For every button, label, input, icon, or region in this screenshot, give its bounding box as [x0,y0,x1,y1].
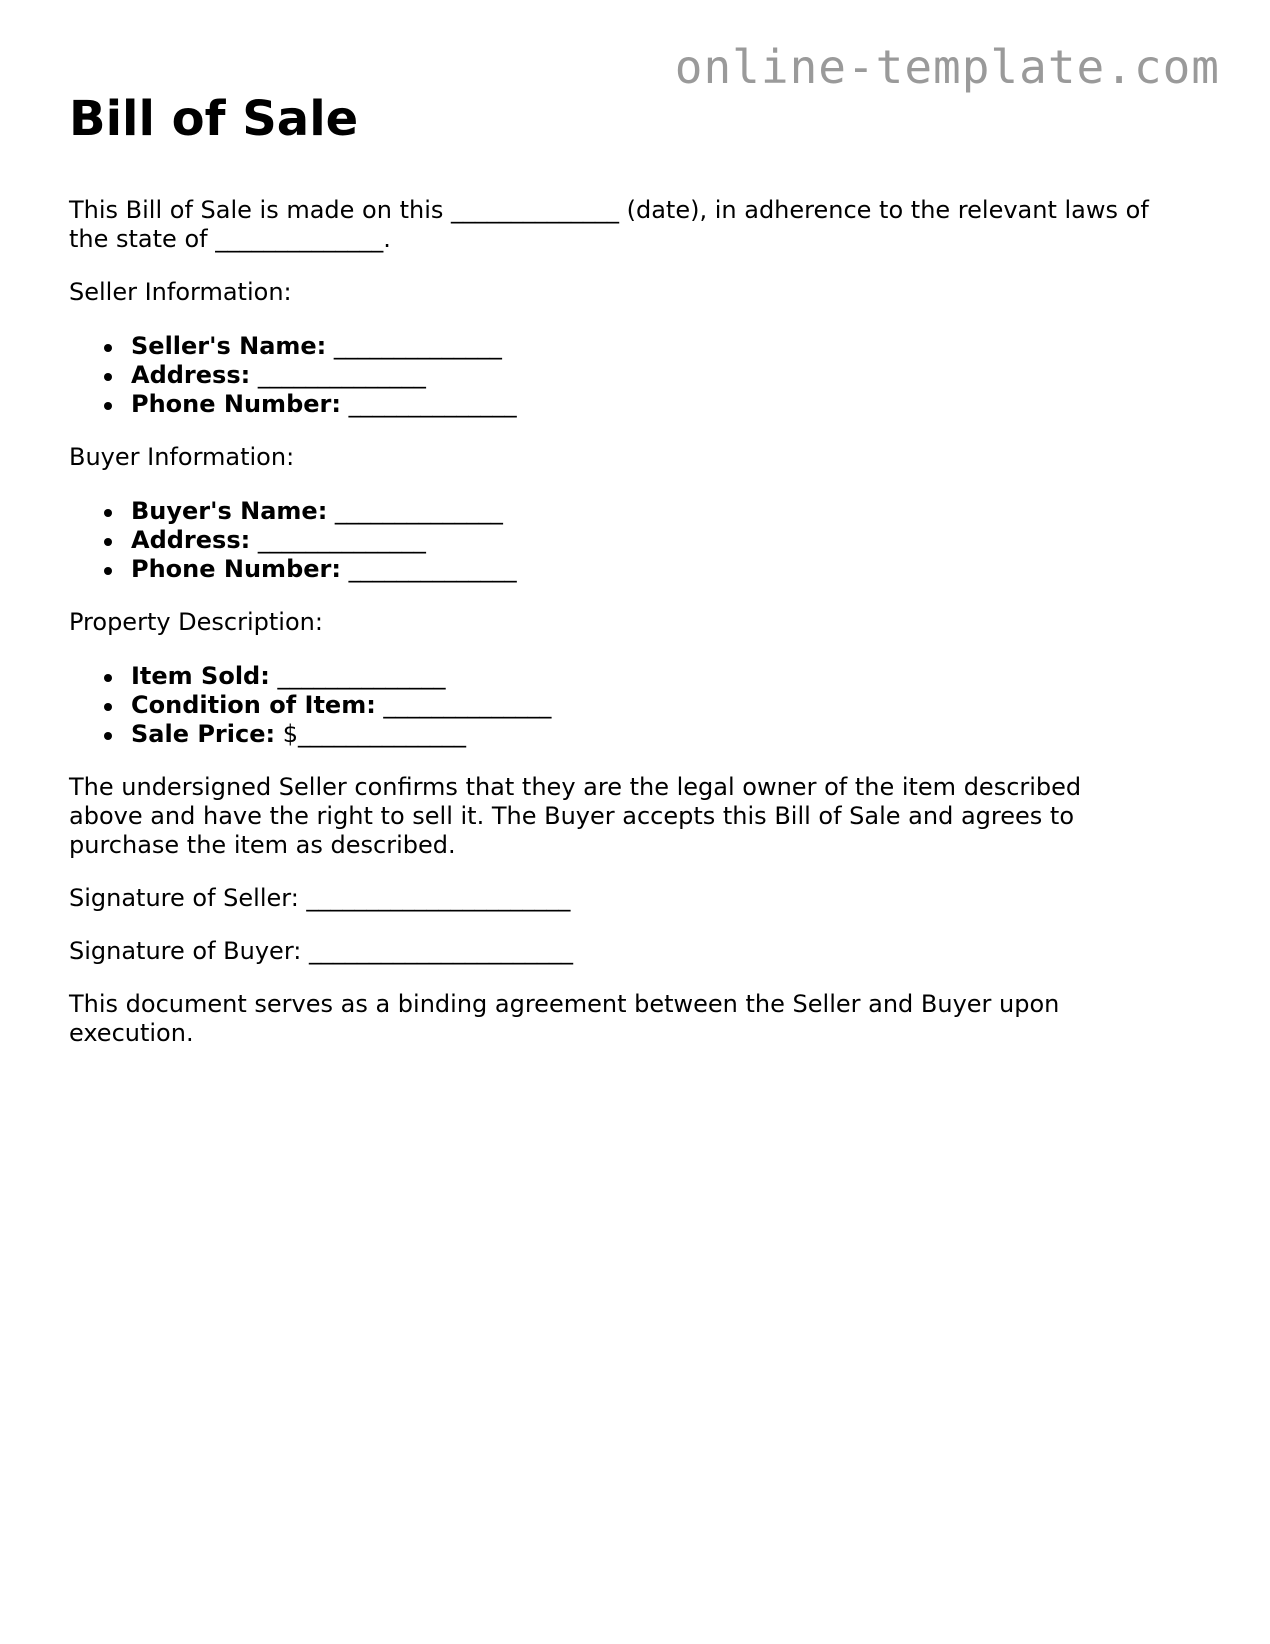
closing-line-1: This document serves as a binding agreement between the Seller and Buyer upon [69,990,1060,1018]
field-label: Buyer's Name: [131,497,328,525]
bullet-icon [104,674,112,682]
closing-paragraph [69,990,1209,1048]
confirmation-line-2: above and have the right to sell it. The Buyer accepts this Bill of Sale and agrees to [69,802,1074,830]
list-item [131,526,1209,555]
field-blank: ______________ [269,662,446,690]
list-item [131,332,1209,361]
list-item [131,691,1209,720]
field-blank: ______________ [326,332,502,360]
field-blank: ______________ [340,390,517,418]
bullet-icon [104,509,112,517]
bullet-icon [104,373,112,381]
bullet-icon [104,732,112,740]
document-title: Bill of Sale [69,91,359,147]
buyer-info-list [69,497,1209,584]
field-label: Seller's Name: [131,332,327,360]
bullet-icon [104,567,112,575]
field-label: Address: [131,526,251,554]
field-label: Phone Number: [131,555,341,583]
watermark: online-template.com [674,40,1220,94]
list-item [131,662,1209,691]
buyer-signature-line: Signature of Buyer: ______________________ [69,937,573,965]
list-item [131,720,1209,749]
confirmation-line-1: The undersigned Seller confirms that they are the legal owner of the item described [69,773,1082,801]
field-blank: ______________ [340,555,517,583]
list-item [131,497,1209,526]
field-label: Item Sold: [131,662,270,690]
intro-line-1: This Bill of Sale is made on this ______________ (date), in adherence to the relevant laws of [69,196,1149,224]
document-body [69,86,1209,1048]
list-item [131,361,1209,390]
bullet-icon [104,538,112,546]
confirmation-paragraph [69,773,1209,860]
buyer-section-heading: Buyer Information: [69,443,295,471]
seller-info-list [69,332,1209,419]
bullet-icon [104,344,112,352]
field-blank: ______________ [375,691,552,719]
list-item [131,390,1209,419]
property-info-list [69,662,1209,749]
intro-paragraph [69,196,1209,254]
seller-signature-line: Signature of Seller: ______________________ [69,884,571,912]
list-item [131,555,1209,584]
field-label: Sale Price: [131,720,276,748]
field-blank: ______________ [327,497,503,525]
confirmation-line-3: purchase the item as described. [69,831,456,859]
field-label: Address: [131,361,251,389]
field-blank: ______________ [250,361,426,389]
bullet-icon [104,402,112,410]
property-section-heading: Property Description: [69,608,323,636]
field-label: Phone Number: [131,390,341,418]
field-blank: ______________ [250,526,426,554]
bullet-icon [104,703,112,711]
field-blank: $______________ [275,720,466,748]
seller-section-heading: Seller Information: [69,278,292,306]
closing-line-2: execution. [69,1019,194,1047]
intro-line-2: the state of ______________. [69,225,391,253]
field-label: Condition of Item: [131,691,376,719]
